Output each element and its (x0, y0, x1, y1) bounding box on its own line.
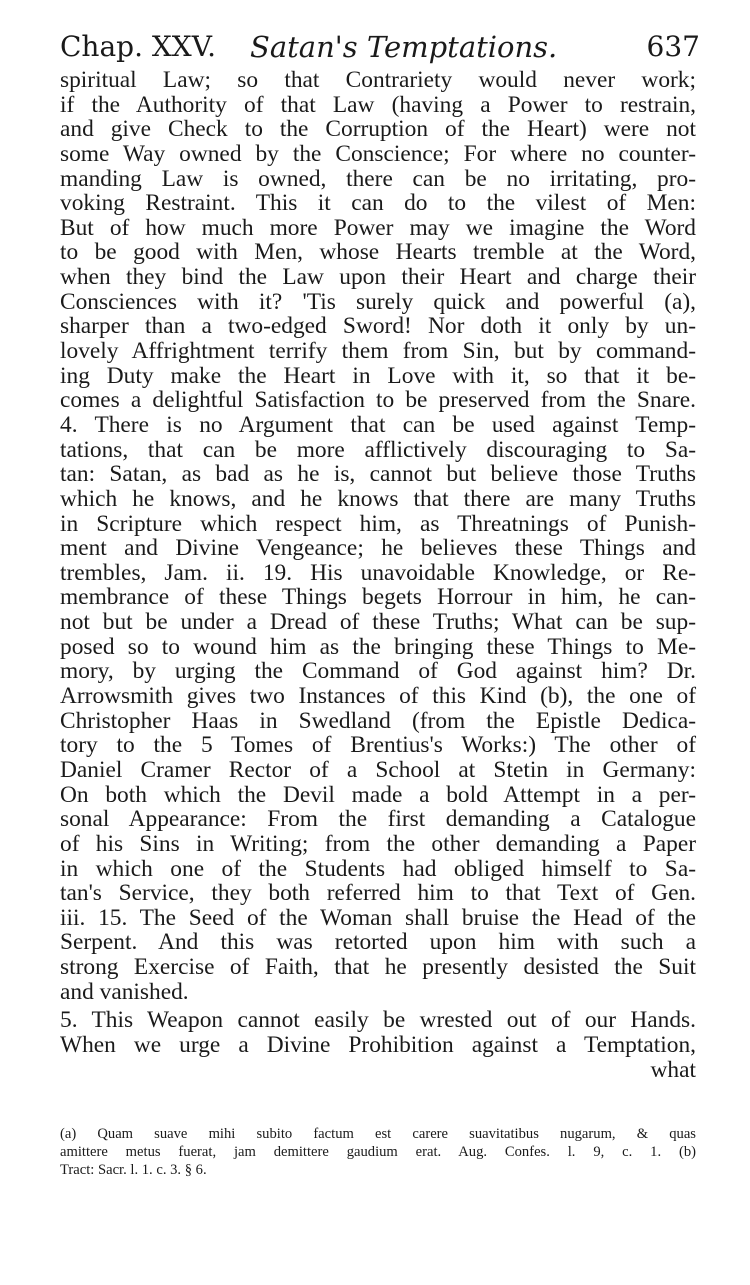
text-line: Christopher Haas in Swedland (from the Epistle Dedica- (60, 707, 696, 734)
text-line: some Way owned by the Conscience; For where no counter- (60, 140, 696, 167)
text-line: Serpent. And this was retorted upon him with such a (60, 929, 696, 956)
text-line: of his Sins in Writing; from the other demanding a Paper (60, 830, 696, 857)
running-header (60, 30, 700, 70)
text-line: manding Law is owned, there can be no irritating, pro- (60, 165, 696, 192)
body-text (60, 68, 696, 1082)
footnote-line: (a) Quam suave mihi subito factum est carere suavitatibus nugarum, & quas (60, 1126, 696, 1142)
chapter-label: Chap. XXV. (60, 30, 216, 63)
text-line: not but be under a Dread of these Truths; What can be sup- (60, 609, 696, 636)
text-line: in Scripture which respect him, as Threatnings of Punish- (60, 510, 696, 537)
text-line: Daniel Cramer Rector of a School at Stetin in Germany: (60, 756, 696, 783)
text-line: sonal Appearance: From the first demanding a Catalogue (60, 806, 696, 833)
text-line: On both which the Devil made a bold Attempt in a per- (60, 781, 696, 808)
text-line: strong Exercise of Faith, that he presently desisted the Suit (60, 954, 696, 981)
text-line: Consciences with it? 'Tis surely quick and powerful (a), (60, 288, 696, 315)
text-line: trembles, Jam. ii. 19. His unavoidable Knowledge, or Re- (60, 559, 696, 586)
footnotes (60, 1125, 696, 1179)
text-line: ing Duty make the Heart in Love with it, so that it be- (60, 362, 696, 389)
footnote-line: Tract: Sacr. l. 1. c. 3. § 6. (60, 1162, 207, 1178)
text-line: which he knows, and he knows that there are many Truths (60, 485, 696, 512)
text-line: sharper than a two-edged Sword! Nor doth it only by un- (60, 313, 696, 340)
text-line: to be good with Men, whose Hearts tremble at the Word, (60, 239, 696, 266)
text-line: lovely Affrightment terrify them from Sin, but by command- (60, 338, 696, 365)
text-line: spiritual Law; so that Contrariety would never work; (60, 67, 696, 93)
text-line: tan: Satan, as bad as he is, cannot but believe those Truths (60, 461, 696, 488)
text-line: and vanished. (60, 978, 189, 1005)
text-line: tory to the 5 Tomes of Brentius's Works:) The other of (60, 732, 696, 759)
text-line: comes a delightful Satisfaction to be preserved from the Snare. (60, 387, 696, 414)
text-line: But of how much more Power may we imagine the Word (60, 214, 696, 241)
text-line: ment and Divine Vengeance; he believes these Things and (60, 535, 696, 562)
page-number: 637 (646, 30, 700, 63)
text-line: if the Authority of that Law (having a Power to restrain, (60, 91, 696, 118)
text-line: 5. This Weapon cannot easily be wrested out of our Hands. (60, 1007, 696, 1034)
text-line: when they bind the Law upon their Heart and charge their (60, 264, 696, 291)
text-line: 4. There is no Argument that can be used against Temp- (60, 411, 696, 438)
text-line: and give Check to the Corruption of the Heart) were not (60, 116, 696, 143)
text-line: tations, that can be more afflictively discouraging to Sa- (60, 436, 696, 463)
running-title: Satan's Temptations. (250, 30, 558, 64)
text-line: tan's Service, they both referred him to that Text of Gen. (60, 880, 696, 907)
text-line: posed so to wound him as the bringing these Things to Me- (60, 633, 696, 660)
text-line: When we urge a Divine Prohibition against a Temptation, (60, 1031, 696, 1058)
text-line: Arrowsmith gives two Instances of this Kind (b), the one of (60, 683, 696, 710)
text-line: in which one of the Students had obliged himself to Sa- (60, 855, 696, 882)
footnote-line: amittere metus fuerat, jam demittere gaudium erat. Aug. Confes. l. 9, c. 1. (b) (60, 1144, 696, 1160)
text-line: iii. 15. The Seed of the Woman shall bruise the Head of the (60, 904, 696, 931)
text-line: mory, by urging the Command of God against him? Dr. (60, 658, 696, 685)
text-line: membrance of these Things begets Horrour in him, he can- (60, 584, 696, 611)
text-line: voking Restraint. This it can do to the vilest of Men: (60, 190, 696, 217)
catchword: what (650, 1056, 696, 1083)
